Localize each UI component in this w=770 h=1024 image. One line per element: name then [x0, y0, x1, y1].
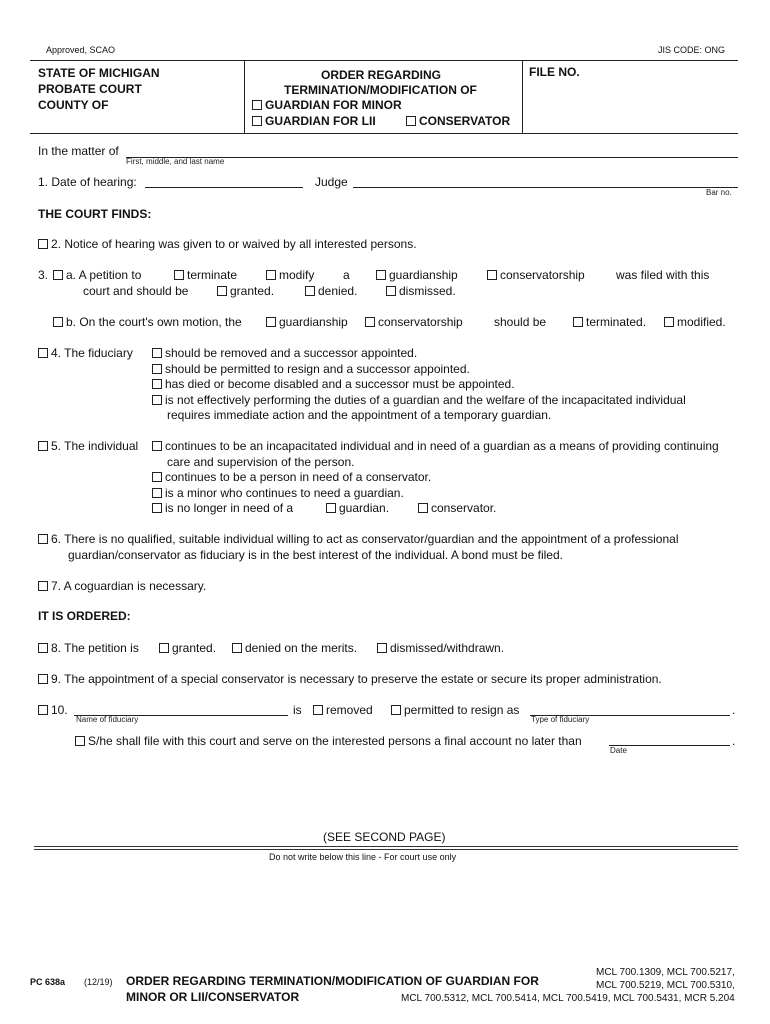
item-5-guardian[interactable]: guardian. — [326, 501, 389, 515]
title-line-1: ORDER REGARDING — [321, 68, 442, 82]
item-8[interactable]: 8. The petition is — [38, 641, 139, 655]
title-line-2: TERMINATION/MODIFICATION OF — [284, 83, 477, 97]
court-finds-heading: THE COURT FINDS: — [38, 207, 152, 221]
item-3a-checkbox[interactable] — [53, 270, 63, 280]
item-8-dismissed[interactable]: dismissed/withdrawn. — [377, 641, 504, 655]
item-8-checkbox[interactable] — [38, 643, 48, 653]
item-3a[interactable]: a. A petition to — [53, 268, 141, 282]
conservatorship-checkbox[interactable] — [487, 270, 497, 280]
court-use-divider — [34, 846, 738, 850]
item-4-opt-3[interactable]: has died or become disabled and a successor must be appointed. — [152, 377, 515, 391]
item-10-checkbox[interactable] — [38, 705, 48, 715]
dismissed-checkbox[interactable] — [377, 643, 387, 653]
jis-code: JIS CODE: ONG — [658, 45, 726, 55]
item-6-checkbox[interactable] — [38, 534, 48, 544]
item-3b-checkbox[interactable] — [53, 317, 63, 327]
item-4-opt-4[interactable]: is not effectively performing the duties of a guardian and the welfare of the incapacitated individual — [152, 393, 686, 407]
final-account[interactable]: S/he shall file with this court and serve on the interested persons a final account no later than — [75, 734, 582, 748]
terminate-checkbox[interactable] — [174, 270, 184, 280]
item-5-opt-1-checkbox[interactable] — [152, 441, 162, 451]
item-3b-terminated[interactable]: terminated. — [573, 315, 646, 329]
date-caption: Date — [610, 746, 627, 755]
name-caption: First, middle, and last name — [126, 157, 225, 166]
item-2-checkbox[interactable] — [38, 239, 48, 249]
guardianship-checkbox[interactable] — [376, 270, 386, 280]
footer-title-1: ORDER REGARDING TERMINATION/MODIFICATION OF GUARDIAN FOR — [126, 974, 539, 988]
item-3b-conservatorship[interactable]: conservatorship — [365, 315, 463, 329]
item-5-opt-4-checkbox[interactable] — [152, 503, 162, 513]
item-10-removed[interactable]: removed — [313, 703, 373, 717]
option-guardian-lii[interactable]: GUARDIAN FOR LII — [252, 114, 376, 128]
item-4-checkbox[interactable] — [38, 348, 48, 358]
item-6[interactable]: 6. There is no qualified, suitable individual willing to act as conservator/guardian and the appointment of a professional — [38, 532, 679, 546]
do-not-write: Do not write below this line - For court use only — [269, 852, 457, 862]
form-rev: (12/19) — [84, 977, 113, 987]
name-of-fiduciary-caption: Name of fiduciary — [76, 715, 139, 724]
matter-label: In the matter of — [38, 144, 119, 158]
option-conservator[interactable]: CONSERVATOR — [406, 114, 510, 128]
file-no-label: FILE NO. — [529, 65, 580, 79]
item-8-granted[interactable]: granted. — [159, 641, 216, 655]
final-account-date-field[interactable] — [609, 745, 730, 746]
granted-checkbox[interactable] — [159, 643, 169, 653]
guardianship-checkbox[interactable] — [266, 317, 276, 327]
conservatorship-checkbox[interactable] — [365, 317, 375, 327]
item-10-period: . — [732, 703, 736, 717]
mcl-line-2: MCL 700.5219, MCL 700.5310, — [596, 980, 735, 991]
item-4-opt-4-checkbox[interactable] — [152, 395, 162, 405]
judge-label: Judge — [315, 175, 348, 189]
final-period: . — [732, 734, 736, 748]
item-10-is: is — [293, 703, 302, 717]
form-id: PC 638a — [30, 977, 66, 987]
item-2[interactable]: 2. Notice of hearing was given to or waived by all interested persons. — [38, 237, 417, 251]
conservator-checkbox[interactable] — [406, 116, 416, 126]
mcl-line-3: MCL 700.5312, MCL 700.5414, MCL 700.5419, MCL 700.5431, MCR 5.204 — [401, 993, 735, 1004]
item-4-opt-1[interactable]: should be removed and a successor appointed. — [152, 346, 417, 360]
item-3-num: 3. — [38, 268, 49, 282]
removed-checkbox[interactable] — [313, 705, 323, 715]
ordered-heading: IT IS ORDERED: — [38, 609, 131, 623]
item-5-opt-2[interactable]: continues to be a person in need of a conservator. — [152, 470, 431, 484]
bar-no-caption: Bar no. — [706, 188, 732, 197]
item-5-conservator[interactable]: conservator. — [418, 501, 496, 515]
hearing-date-label: 1. Date of hearing: — [38, 175, 137, 189]
terminated-checkbox[interactable] — [573, 317, 583, 327]
item-10[interactable]: 10. — [38, 703, 68, 717]
approved-text: Approved, SCAO — [46, 45, 116, 55]
item-3a-was-filed: was filed with this — [616, 268, 710, 282]
item-5-opt-1[interactable]: continues to be an incapacitated individual and in need of a guardian as a means of providing continuing — [152, 439, 719, 453]
guardian-checkbox[interactable] — [326, 503, 336, 513]
item-3a-terminate[interactable]: terminate — [174, 268, 237, 282]
item-3a-denied[interactable]: denied. — [305, 284, 357, 298]
dismissed-checkbox[interactable] — [386, 286, 396, 296]
item-5[interactable]: 5. The individual — [38, 439, 138, 453]
item-9-checkbox[interactable] — [38, 674, 48, 684]
item-5-opt-3-checkbox[interactable] — [152, 488, 162, 498]
item-4-opt-1-checkbox[interactable] — [152, 348, 162, 358]
denied-checkbox[interactable] — [305, 286, 315, 296]
item-3b-should-be: should be — [494, 315, 547, 329]
permitted-checkbox[interactable] — [391, 705, 401, 715]
item-5-opt-3[interactable]: is a minor who continues to need a guardian. — [152, 486, 404, 500]
item-3a-dismissed[interactable]: dismissed. — [386, 284, 456, 298]
mcl-line-1: MCL 700.1309, MCL 700.5217, — [596, 967, 735, 978]
item-3a-a-word: a — [343, 268, 350, 282]
item-5-opt-2-checkbox[interactable] — [152, 472, 162, 482]
see-second-page: (SEE SECOND PAGE) — [323, 830, 446, 844]
item-4-opt-3-checkbox[interactable] — [152, 379, 162, 389]
item-3b-guardianship[interactable]: guardianship — [266, 315, 348, 329]
item-7-checkbox[interactable] — [38, 581, 48, 591]
item-3a-guardianship[interactable]: guardianship — [376, 268, 458, 282]
denied-checkbox[interactable] — [232, 643, 242, 653]
modify-checkbox[interactable] — [266, 270, 276, 280]
modified-checkbox[interactable] — [664, 317, 674, 327]
item-3b[interactable]: b. On the court's own motion, the — [53, 315, 242, 329]
item-5-opt-4[interactable]: is no longer in need of a — [152, 501, 293, 515]
final-account-checkbox[interactable] — [75, 736, 85, 746]
item-4-opt-2-checkbox[interactable] — [152, 364, 162, 374]
item-8-denied[interactable]: denied on the merits. — [232, 641, 357, 655]
item-9[interactable]: 9. The appointment of a special conservator is necessary to preserve the estate or secure its proper administration. — [38, 672, 662, 686]
granted-checkbox[interactable] — [217, 286, 227, 296]
option-guardian-minor[interactable]: GUARDIAN FOR MINOR — [252, 98, 402, 112]
item-3a-court-should: court and should be — [83, 284, 189, 298]
item-4-opt-4-cont: requires immediate action and the appointment of a temporary guardian. — [167, 408, 552, 422]
guardian-minor-checkbox[interactable] — [252, 100, 262, 110]
item-3b-modified[interactable]: modified. — [664, 315, 726, 329]
item-7[interactable]: 7. A coguardian is necessary. — [38, 579, 206, 593]
item-5-checkbox[interactable] — [38, 441, 48, 451]
item-6-cont: guardian/conservator as fiduciary is in the best interest of the individual. A bond must be filed. — [68, 548, 563, 562]
item-3a-conservatorship[interactable]: conservatorship — [487, 268, 585, 282]
item-5-opt-1-cont: care and supervision of the person. — [167, 455, 355, 469]
item-3a-granted[interactable]: granted. — [217, 284, 274, 298]
court-name: STATE OF MICHIGAN PROBATE COURT COUNTY OF — [38, 66, 160, 112]
judge-field[interactable] — [353, 187, 738, 188]
item-4[interactable]: 4. The fiduciary — [38, 346, 133, 360]
item-4-opt-2[interactable]: should be permitted to resign and a successor appointed. — [152, 362, 470, 376]
conservator-checkbox[interactable] — [418, 503, 428, 513]
footer-title-2: MINOR OR LII/CONSERVATOR — [126, 990, 300, 1004]
item-3a-modify[interactable]: modify — [266, 268, 314, 282]
guardian-lii-checkbox[interactable] — [252, 116, 262, 126]
type-of-fiduciary-caption: Type of fiduciary — [531, 715, 590, 724]
hearing-date-field[interactable] — [145, 187, 303, 188]
item-10-permitted[interactable]: permitted to resign as — [391, 703, 519, 717]
